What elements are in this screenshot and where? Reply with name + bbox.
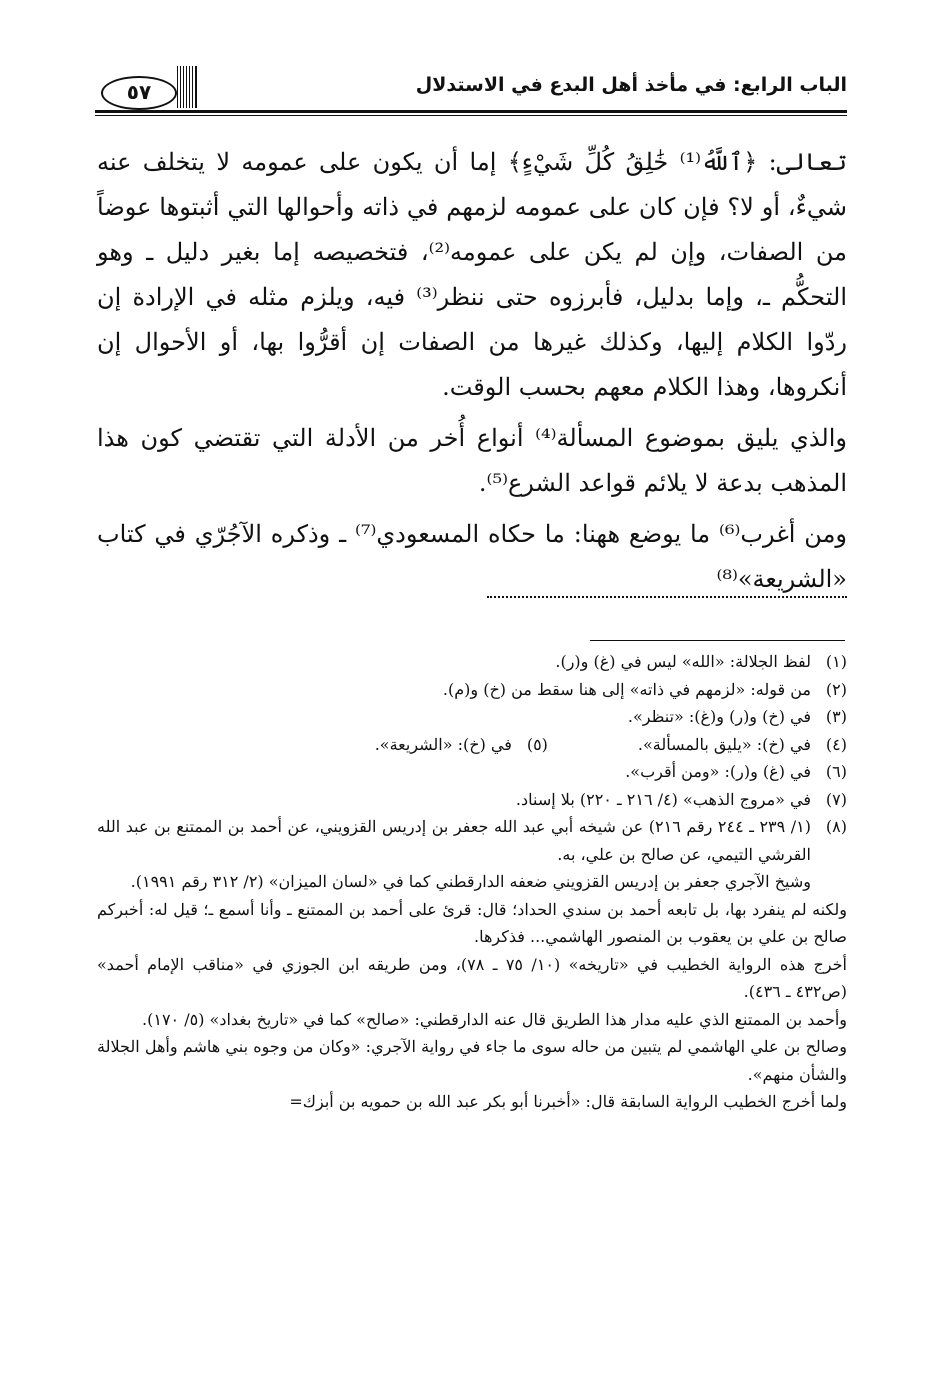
chapter-title: الباب الرابع: في مأخذ أهل البدع في الاستدلال <box>415 74 847 96</box>
footnote-5 <box>375 731 548 759</box>
footnote-number: (٢) <box>825 679 847 699</box>
footnote-text: في (خ): «الشريعة». <box>374 734 512 754</box>
footnote-3 <box>97 703 847 731</box>
footnote-text: في (خ): «يليق بالمسألة». <box>637 734 811 754</box>
footnote-8-paragraph: وأحمد بن الممتنع الذي عليه مدار هذا الطريق قال عنه الدارقطني: «صالح» كما في «تاريخ بغداد» (٥/ ١٧٠). <box>142 1009 847 1029</box>
footnote-number: (٣) <box>825 707 847 726</box>
footnote-text: من قوله: «لزمهم في ذاته» إلى هنا سقط من (خ) و(م). <box>442 679 811 699</box>
footnote-8-paragraph: أخرج هذه الرواية الخطيب في «تاريخه» (١٠/ ٧٥ ـ ٧٨)، ومن طريقه ابن الجوزي في «مناقب الإمام أحمد» (ص٤٣٢ ـ ٤٣٦). <box>97 954 848 1001</box>
footnote-separator <box>590 640 845 641</box>
footnote-row-4-5 <box>97 731 847 759</box>
page-header <box>95 60 847 118</box>
header-ornament-line <box>195 66 197 108</box>
footnote-8-paragraph: ولكنه لم ينفرد بها، بل تابعه أحمد بن سندي الحداد؛ قال: قرئ على أحمد بن الممتنع ـ وأنا أسمع ـ؛ قيل له: أخبركم صالح بن علي بن يعقوب بن المنصور الهاشمي... فذكرها. <box>97 899 847 946</box>
footnote-6 <box>97 758 847 786</box>
footnote-text: لفظ الجلالة: «الله» ليس في (غ) و(ر). <box>555 652 811 671</box>
footnote-number: (١) <box>825 652 847 671</box>
page-number-badge <box>101 76 177 110</box>
footnote-2 <box>97 676 847 704</box>
paragraph-3: ومن أغرب⁽⁶⁾ ما يوضع ههنا: ما حكاه المسعودي⁽⁷⁾ ـ وذكره الآجُرّي في كتاب «الشريعة»⁽⁸⁾ <box>97 520 848 593</box>
footnotes <box>97 648 847 1116</box>
footnote-number: (٦) <box>825 762 847 781</box>
header-rule-thin <box>95 115 847 116</box>
paragraph-1: تعالى: ﴿ٱللَّهُ⁽¹⁾ خَٰلِقُ كُلِّ شَيْءٍ﴾ إما أن يكون على عمومه لا يتخلف عنه شيءٌ، أو لا؟ فإن كان على عمومه لزمهم في ذاته وأحوالها التي أثبتوها عوضاً من الصفات، وإن لم يكن على عمومه⁽²⁾، فتخصيصه إما بغير دليل ـ وهو التحكُّم ـ، وإما بدليل، فأبرزوه حتى ننظر⁽³⁾ فيه، ويلزم مثله في الإرادة إن ردّوا الكلام إليها، وكذلك غيرها من الصفات إن أقرُّوا بها، أو الأحوال إن أنكروها، وهذا الكلام معهم بحسب الوقت. <box>97 148 847 401</box>
footnote-text: في «مروج الذهب» (٤/ ٢١٦ ـ ٢٢٠) بلا إسناد. <box>515 789 811 809</box>
footnote-number: (٥) <box>526 734 548 754</box>
footnote-1 <box>97 648 847 676</box>
footnote-4 <box>638 731 847 759</box>
footnote-8-paragraph: ولما أخرج الخطيب الرواية السابقة قال: «أخبرنا أبو بكر عبد الله بن حمويه بن أبزك= <box>289 1092 847 1111</box>
footnote-text: في (خ) و(ر) و(غ): «تنظر». <box>627 707 811 726</box>
footnote-8-paragraph: وصالح بن علي الهاشمي لم يتبين من حاله سوى ما جاء في رواية الآجري: «وكان من وجوه بني هاشم وأهل الجلالة والشأن منهم». <box>97 1037 847 1084</box>
footnote-text: (١/ ٢٣٩ ـ ٢٤٤ رقم ٢١٦) عن شيخه أبي عبد الله جعفر بن إدريس القزويني، عن أحمد بن الممتنع بن عبد الله القرشي التيمي، عن صالح بن علي، به. <box>97 817 812 864</box>
footnote-7 <box>97 786 847 814</box>
main-text <box>97 140 847 598</box>
paragraph-2: والذي يليق بموضوع المسألة⁽⁴⁾ أنواع أُخر من الأدلة التي تقتضي كون هذا المذهب بدعة لا يلائم قواعد الشرع⁽⁵⁾. <box>97 424 847 497</box>
footnote-number: (٧) <box>825 789 847 809</box>
header-ornament <box>177 66 193 108</box>
page-number: ٥٧ <box>126 80 152 104</box>
footnote-number: (٤) <box>825 734 847 754</box>
footnote-number: (٨) <box>825 817 847 836</box>
header-rule <box>95 110 847 113</box>
footnote-8 <box>97 813 847 868</box>
footnote-8-paragraph: وشيخ الآجري جعفر بن إدريس القزويني ضعفه الدارقطني كما في «لسان الميزان» (٢/ ٣١٢ رقم ١٩٩١). <box>130 872 811 891</box>
footnote-text: في (غ) و(ر): «ومن أقرب». <box>625 762 811 781</box>
